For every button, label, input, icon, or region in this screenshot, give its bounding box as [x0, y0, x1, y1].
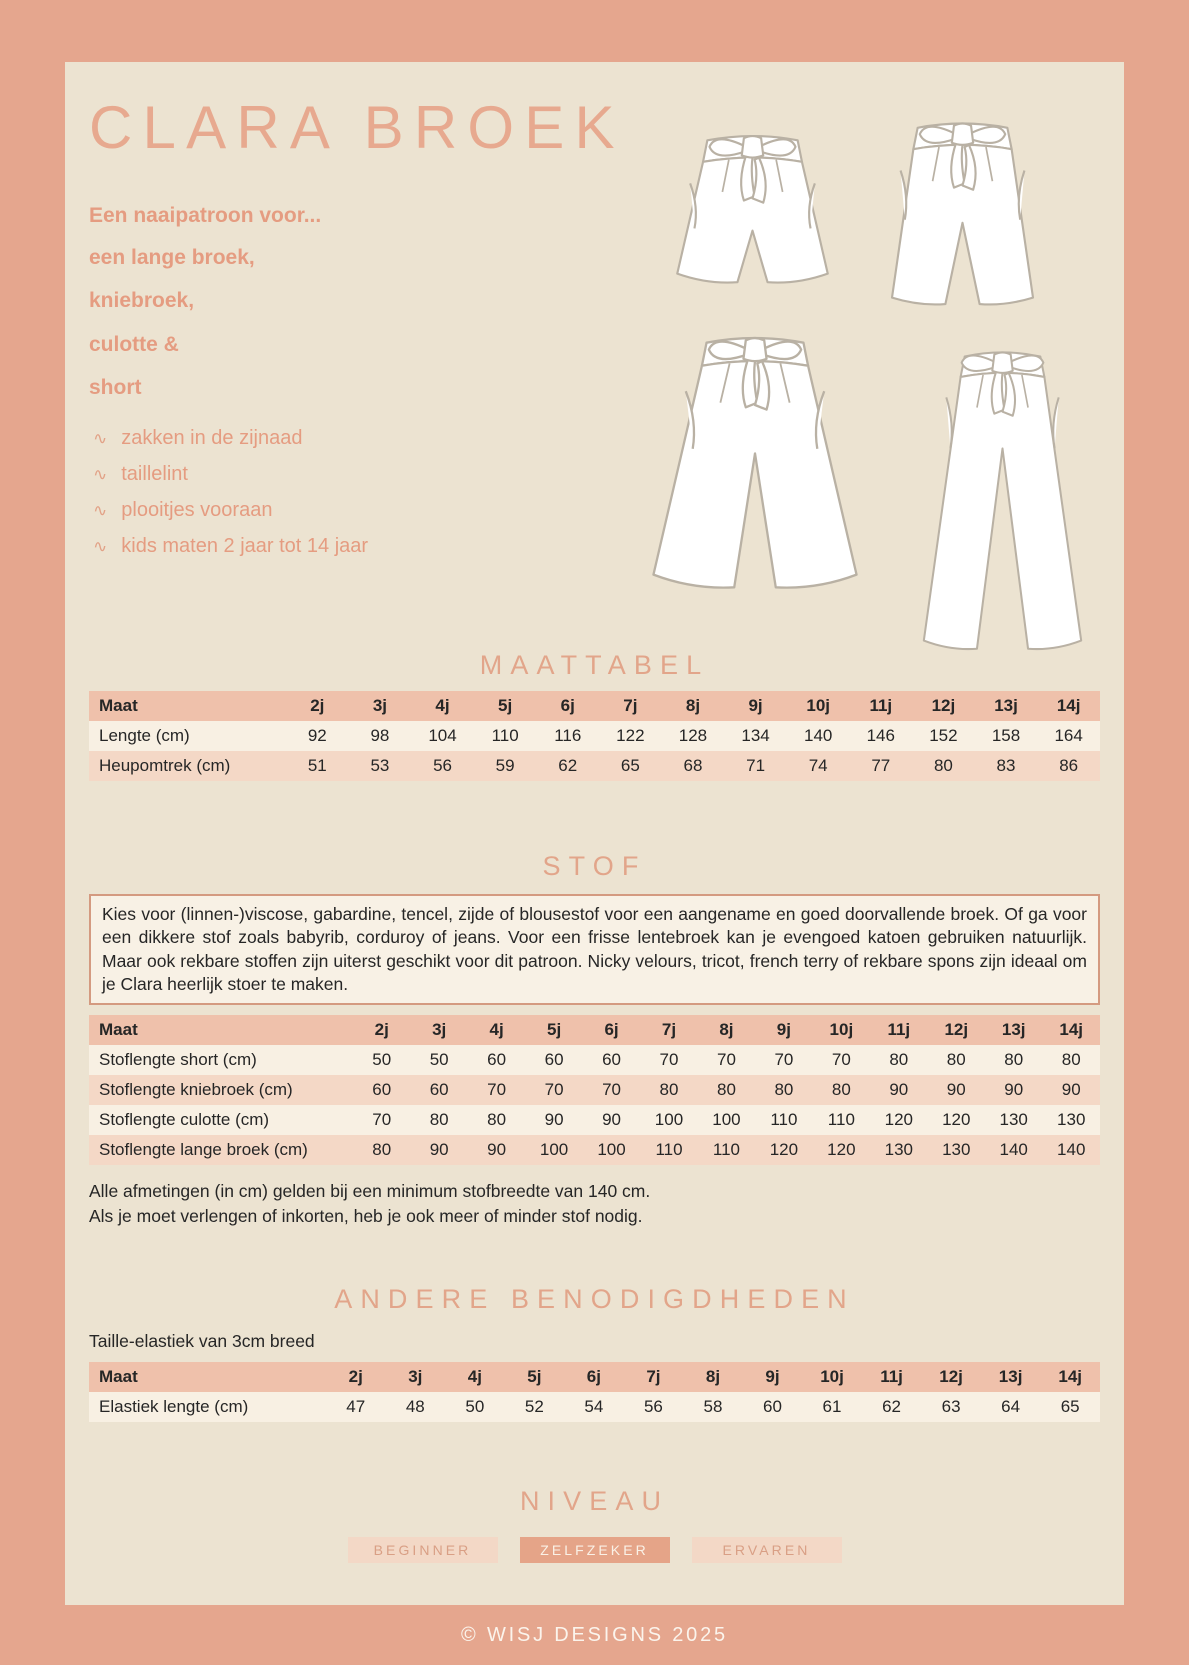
value-cell: 110 [712, 1140, 740, 1160]
fabric-note-line: Als je moet verlengen of inkorten, heb je ook meer of minder stof nodig. [89, 1205, 643, 1226]
level-beginner: BEGINNER [348, 1537, 498, 1563]
value-cell: 130 [999, 1110, 1028, 1130]
value-cell: 100 [539, 1140, 569, 1160]
size-column-header: 11j [887, 1020, 911, 1040]
column-header: Maat [99, 1367, 138, 1387]
value-cell: 100 [654, 1110, 684, 1130]
value-cell: 62 [882, 1397, 901, 1417]
size-column-header: 4j [435, 696, 450, 715]
value-cell: 90 [429, 1140, 449, 1160]
value-cell: 70 [487, 1080, 507, 1100]
wave-bullet-icon: ∿ [93, 501, 108, 521]
niveau-heading: NIVEAU [519, 1486, 670, 1517]
size-column-header: 7j [623, 696, 638, 715]
stof-heading: STOF [542, 851, 647, 881]
value-cell: 56 [643, 1397, 663, 1417]
value-cell: 50 [465, 1397, 485, 1417]
value-cell: 64 [1001, 1397, 1021, 1417]
value-cell: 80 [889, 1050, 909, 1070]
value-cell: 104 [428, 726, 457, 745]
value-cell: 70 [716, 1050, 736, 1070]
row-label: Heupomtrek (cm) [99, 756, 231, 775]
value-cell: 77 [871, 756, 891, 775]
table-header-row [89, 1362, 1100, 1392]
value-cell: 60 [372, 1080, 392, 1100]
fabric-advice-paragraph: Kies voor (linnen-)viscose, gabardine, tencel, zijde of blousestof voor een aangename en goed doorvallende broek. Of ga voor een dikkere stof zoals babyrib, corduroy of jeans. Voor een frisse lentebroek kan je evengoed katoen gebruiken natuurlijk. Maar ook rekbare stoffen zijn uiterst geschikt voor dit patroon. Nicky velours, tricot, french terry of rekbare spons zijn ideaal om je Clara heerlijk stoer te maken. [89, 894, 1100, 1005]
value-cell: 80 [831, 1080, 851, 1100]
feature-item [89, 463, 529, 486]
value-cell: 140 [1057, 1140, 1086, 1160]
table-row [89, 1105, 1100, 1135]
size-column-header: 10j [829, 1020, 854, 1040]
value-cell: 53 [370, 756, 390, 775]
intro-lead: Een naaipatroon voor... [89, 204, 322, 227]
value-cell: 63 [941, 1397, 961, 1417]
feature-label: plooitjes vooraan [121, 499, 273, 521]
value-cell: 134 [741, 726, 770, 745]
size-column-header: 2j [374, 1020, 389, 1040]
value-cell: 70 [774, 1050, 794, 1070]
size-column-header: 8j [719, 1020, 734, 1040]
value-cell: 71 [746, 756, 766, 775]
wave-bullet-icon: ∿ [93, 465, 108, 485]
level-ervaren: ERVAREN [692, 1537, 842, 1563]
row-label: Elastiek lengte (cm) [99, 1397, 249, 1417]
size-column-header: 12j [931, 696, 956, 715]
elastic-intro: Taille-elastiek van 3cm breed [89, 1331, 315, 1352]
value-cell: 52 [524, 1397, 544, 1417]
feature-label: taillelint [121, 463, 188, 485]
value-cell: 80 [429, 1110, 449, 1130]
garment-illustrations [605, 90, 1105, 710]
maattabel-heading: MAATTABEL [479, 650, 710, 680]
value-cell: 110 [770, 1110, 798, 1130]
variant-line: culotte & [89, 332, 179, 356]
size-column-header: 11j [880, 1367, 903, 1387]
value-cell: 47 [346, 1397, 366, 1417]
feature-list [89, 427, 529, 558]
value-cell: 130 [884, 1140, 913, 1160]
value-cell: 110 [655, 1140, 683, 1160]
value-cell: 70 [544, 1080, 564, 1100]
size-column-header: 2j [310, 696, 325, 715]
table-row [89, 1135, 1100, 1165]
feature-label: kids maten 2 jaar tot 14 jaar [121, 535, 369, 557]
row-label: Stoflengte culotte (cm) [99, 1110, 270, 1130]
column-header: Maat [99, 696, 138, 715]
value-cell: 48 [405, 1397, 425, 1417]
size-column-header: 13j [994, 696, 1018, 715]
size-column-header: 5j [498, 696, 513, 715]
value-cell: 90 [602, 1110, 621, 1130]
size-column-header: 5j [546, 1020, 562, 1040]
value-cell: 59 [495, 756, 515, 775]
value-cell: 80 [774, 1080, 794, 1100]
variant-line: een lange broek, [89, 246, 255, 269]
table-row [89, 721, 1100, 751]
value-cell: 140 [803, 726, 833, 745]
value-cell: 60 [544, 1050, 564, 1070]
value-cell: 90 [1061, 1080, 1081, 1100]
value-cell: 56 [433, 756, 452, 775]
size-column-header: 10j [820, 1367, 844, 1387]
value-cell: 70 [372, 1110, 392, 1130]
value-cell: 128 [678, 726, 708, 745]
value-cell: 60 [763, 1397, 782, 1417]
size-column-header: 12j [939, 1367, 963, 1387]
shorts-illustration [645, 112, 860, 317]
value-cell: 68 [683, 756, 703, 775]
value-cell: 130 [942, 1140, 971, 1160]
value-cell: 80 [1061, 1050, 1081, 1070]
size-column-header: 13j [998, 1367, 1023, 1387]
size-column-header: 14j [1058, 1367, 1082, 1387]
value-cell: 80 [1004, 1050, 1024, 1070]
size-column-header: 2j [348, 1367, 363, 1387]
value-cell: 60 [602, 1050, 621, 1070]
column-header: Maat [99, 1020, 138, 1040]
value-cell: 92 [307, 726, 327, 745]
value-cell: 80 [946, 1050, 966, 1070]
value-cell: 152 [929, 726, 958, 745]
value-cell: 86 [1059, 756, 1079, 775]
size-column-header: 6j [604, 1020, 619, 1040]
value-cell: 90 [1004, 1080, 1024, 1100]
fabric-notes [89, 1179, 1100, 1228]
size-column-header: 10j [806, 696, 830, 715]
row-label: Stoflengte lange broek (cm) [99, 1140, 308, 1160]
value-cell: 140 [999, 1140, 1028, 1160]
page-title: CLARA BROEK [89, 94, 625, 161]
value-cell: 54 [584, 1397, 604, 1417]
table-row [89, 1392, 1100, 1422]
value-cell: 58 [703, 1397, 723, 1417]
value-cell: 158 [991, 726, 1021, 745]
value-cell: 110 [827, 1110, 855, 1130]
value-cell: 100 [712, 1110, 741, 1130]
size-column-header: 11j [869, 696, 893, 715]
value-cell: 80 [659, 1080, 679, 1100]
size-column-header: 3j [408, 1367, 423, 1387]
size-column-header: 6j [560, 696, 575, 715]
size-column-header: 5j [527, 1367, 542, 1387]
size-column-header: 9j [776, 1020, 791, 1040]
value-cell: 60 [429, 1080, 449, 1100]
table-header-row [89, 1015, 1100, 1045]
size-column-header: 7j [661, 1020, 677, 1040]
feature-item [89, 535, 529, 558]
elastic-length-table [89, 1362, 1100, 1422]
size-column-header: 6j [586, 1367, 601, 1387]
size-column-header: 14j [1056, 696, 1081, 715]
value-cell: 146 [866, 726, 895, 745]
value-cell: 98 [370, 726, 390, 745]
size-column-header: 9j [765, 1367, 780, 1387]
value-cell: 100 [597, 1140, 626, 1160]
value-cell: 61 [822, 1397, 842, 1417]
value-cell: 122 [616, 726, 645, 745]
value-cell: 90 [544, 1110, 564, 1130]
size-column-header: 4j [467, 1367, 482, 1387]
wave-bullet-icon: ∿ [93, 429, 108, 449]
value-cell: 90 [889, 1080, 909, 1100]
variant-line: short [89, 375, 142, 399]
value-cell: 62 [558, 756, 578, 775]
value-cell: 50 [372, 1050, 392, 1070]
feature-item [89, 427, 529, 450]
copyright-footer: © WISJ DESIGNS 2025 [461, 1623, 728, 1646]
value-cell: 70 [831, 1050, 851, 1070]
kniebroek-illustration [855, 100, 1070, 335]
value-cell: 70 [659, 1050, 679, 1070]
value-cell: 164 [1054, 726, 1083, 745]
size-column-header: 7j [646, 1367, 661, 1387]
size-column-header: 13j [1001, 1020, 1026, 1040]
feature-item [89, 499, 529, 522]
culotte-illustration [605, 315, 905, 615]
size-column-header: 3j [372, 696, 387, 715]
value-cell: 120 [884, 1110, 913, 1130]
size-column-header: 9j [748, 696, 763, 715]
value-cell: 80 [487, 1110, 507, 1130]
feature-label: zakken in de zijnaad [121, 427, 303, 449]
size-column-header: 14j [1059, 1020, 1084, 1040]
size-column-header: 3j [432, 1020, 447, 1040]
table-row [89, 1075, 1100, 1105]
value-cell: 83 [996, 756, 1016, 775]
value-cell: 90 [487, 1140, 507, 1160]
value-cell: 80 [372, 1140, 392, 1160]
value-cell: 80 [933, 756, 953, 775]
variant-line: kniebroek, [89, 289, 195, 313]
row-label: Lengte (cm) [99, 726, 190, 745]
value-cell: 116 [554, 726, 582, 745]
value-cell: 60 [487, 1050, 507, 1070]
benodigdheden-heading: ANDERE BENODIGDHEDEN [334, 1284, 855, 1315]
size-column-header: 8j [705, 1367, 721, 1387]
level-zelfzeker: ZELFZEKER [520, 1537, 670, 1563]
value-cell: 70 [602, 1080, 621, 1100]
row-label: Stoflengte kniebroek (cm) [99, 1080, 293, 1100]
wave-bullet-icon: ∿ [93, 537, 108, 557]
size-column-header: 8j [685, 696, 701, 715]
size-column-header: 12j [944, 1020, 969, 1040]
table-row [89, 1045, 1100, 1075]
value-cell: 80 [716, 1080, 736, 1100]
intro-block [89, 204, 529, 558]
fabric-note-line: Alle afmetingen (in cm) gelden bij een minimum stofbreedte van 140 cm. [89, 1181, 651, 1202]
value-cell: 120 [827, 1140, 856, 1160]
fabric-length-table [89, 1015, 1100, 1165]
value-cell: 51 [307, 756, 327, 775]
value-cell: 65 [1060, 1397, 1080, 1417]
value-cell: 120 [769, 1140, 799, 1160]
value-cell: 130 [1057, 1110, 1086, 1130]
document-page [65, 62, 1124, 1605]
value-cell: 65 [620, 756, 640, 775]
value-cell: 90 [946, 1080, 966, 1100]
skill-level-indicator [89, 1537, 1100, 1563]
value-cell: 74 [808, 756, 828, 775]
row-label: Stoflengte short (cm) [99, 1050, 257, 1070]
value-cell: 50 [429, 1050, 449, 1070]
value-cell: 110 [491, 726, 519, 745]
lange-broek-illustration [885, 325, 1120, 670]
value-cell: 120 [942, 1110, 971, 1130]
size-column-header: 4j [489, 1020, 504, 1040]
table-row [89, 751, 1100, 781]
